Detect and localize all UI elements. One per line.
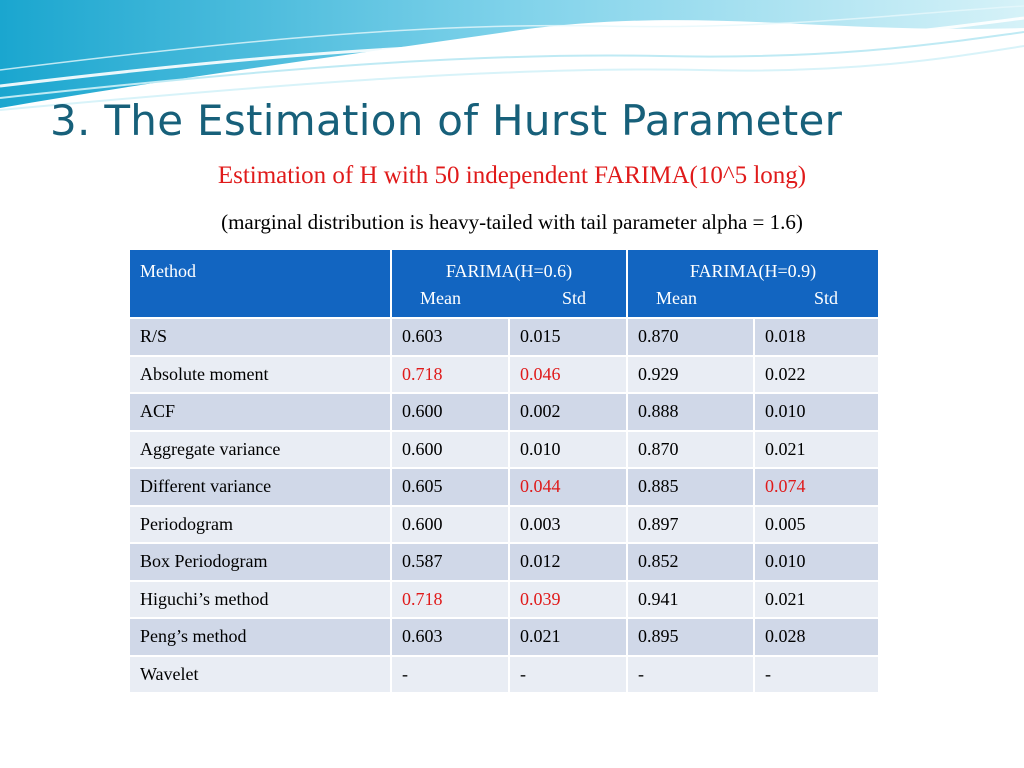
header-subcolumns xyxy=(402,285,616,312)
header-farima-h06 xyxy=(391,249,627,318)
cell-method: Wavelet xyxy=(129,656,391,694)
cell-mean-h09: - xyxy=(627,656,754,694)
header-mean: Mean xyxy=(656,288,697,308)
table-row xyxy=(129,618,879,656)
cell-std-h06: - xyxy=(509,656,627,694)
cell-mean-h09: 0.870 xyxy=(627,318,754,356)
cell-mean-h06: 0.718 xyxy=(391,581,509,619)
cell-mean-h06: 0.600 xyxy=(391,506,509,544)
cell-std-h06: 0.039 xyxy=(509,581,627,619)
cell-mean-h06: 0.600 xyxy=(391,431,509,469)
table-row xyxy=(129,543,879,581)
table-row xyxy=(129,318,879,356)
table-header-row xyxy=(129,249,879,318)
cell-mean-h06: 0.603 xyxy=(391,318,509,356)
cell-std-h09: 0.028 xyxy=(754,618,879,656)
cell-method: ACF xyxy=(129,393,391,431)
cell-std-h09: 0.022 xyxy=(754,356,879,394)
cell-method: Absolute moment xyxy=(129,356,391,394)
cell-std-h06: 0.003 xyxy=(509,506,627,544)
cell-std-h09: 0.074 xyxy=(754,468,879,506)
cell-mean-h06: 0.605 xyxy=(391,468,509,506)
header-std: Std xyxy=(561,288,586,308)
cell-method: Peng’s method xyxy=(129,618,391,656)
cell-std-h09: 0.021 xyxy=(754,581,879,619)
slide-subtitle: Estimation of H with 50 independent FARIMA(10^5 long) xyxy=(217,162,807,189)
cell-method: R/S xyxy=(129,318,391,356)
header-mean: Mean xyxy=(420,288,461,308)
header-method: Method xyxy=(129,249,391,318)
cell-std-h09: 0.005 xyxy=(754,506,879,544)
cell-std-h09: - xyxy=(754,656,879,694)
cell-method: Higuchi’s method xyxy=(129,581,391,619)
header-group-label: FARIMA(H=0.9) xyxy=(689,261,817,281)
table-row xyxy=(129,506,879,544)
cell-std-h06: 0.044 xyxy=(509,468,627,506)
header-std: Std xyxy=(813,288,838,308)
cell-mean-h06: - xyxy=(391,656,509,694)
cell-std-h06: 0.002 xyxy=(509,393,627,431)
cell-mean-h09: 0.870 xyxy=(627,431,754,469)
cell-std-h06: 0.012 xyxy=(509,543,627,581)
cell-mean-h09: 0.888 xyxy=(627,393,754,431)
slide-title: 3. The Estimation of Hurst Parameter xyxy=(50,96,843,145)
header-subcolumns xyxy=(638,285,868,312)
table-row xyxy=(129,581,879,619)
cell-mean-h09: 0.885 xyxy=(627,468,754,506)
cell-mean-h09: 0.929 xyxy=(627,356,754,394)
cell-mean-h06: 0.600 xyxy=(391,393,509,431)
cell-method: Periodogram xyxy=(129,506,391,544)
cell-mean-h06: 0.603 xyxy=(391,618,509,656)
cell-std-h09: 0.010 xyxy=(754,393,879,431)
cell-mean-h09: 0.941 xyxy=(627,581,754,619)
table-row xyxy=(129,656,879,694)
cell-std-h06: 0.010 xyxy=(509,431,627,469)
cell-mean-h09: 0.895 xyxy=(627,618,754,656)
cell-std-h09: 0.010 xyxy=(754,543,879,581)
table-row xyxy=(129,393,879,431)
table-row xyxy=(129,468,879,506)
cell-std-h06: 0.046 xyxy=(509,356,627,394)
header-farima-h09 xyxy=(627,249,879,318)
cell-std-h06: 0.021 xyxy=(509,618,627,656)
table-row xyxy=(129,356,879,394)
table-row xyxy=(129,431,879,469)
cell-std-h09: 0.021 xyxy=(754,431,879,469)
cell-std-h06: 0.015 xyxy=(509,318,627,356)
cell-mean-h09: 0.897 xyxy=(627,506,754,544)
header-group-label: FARIMA(H=0.6) xyxy=(445,261,573,281)
cell-mean-h06: 0.718 xyxy=(391,356,509,394)
cell-std-h09: 0.018 xyxy=(754,318,879,356)
distribution-note: (marginal distribution is heavy-tailed with tail parameter alpha = 1.6) xyxy=(221,210,803,234)
cell-mean-h06: 0.587 xyxy=(391,543,509,581)
hurst-estimation-table xyxy=(128,248,880,694)
cell-method: Box Periodogram xyxy=(129,543,391,581)
cell-method: Aggregate variance xyxy=(129,431,391,469)
cell-mean-h09: 0.852 xyxy=(627,543,754,581)
cell-method: Different variance xyxy=(129,468,391,506)
